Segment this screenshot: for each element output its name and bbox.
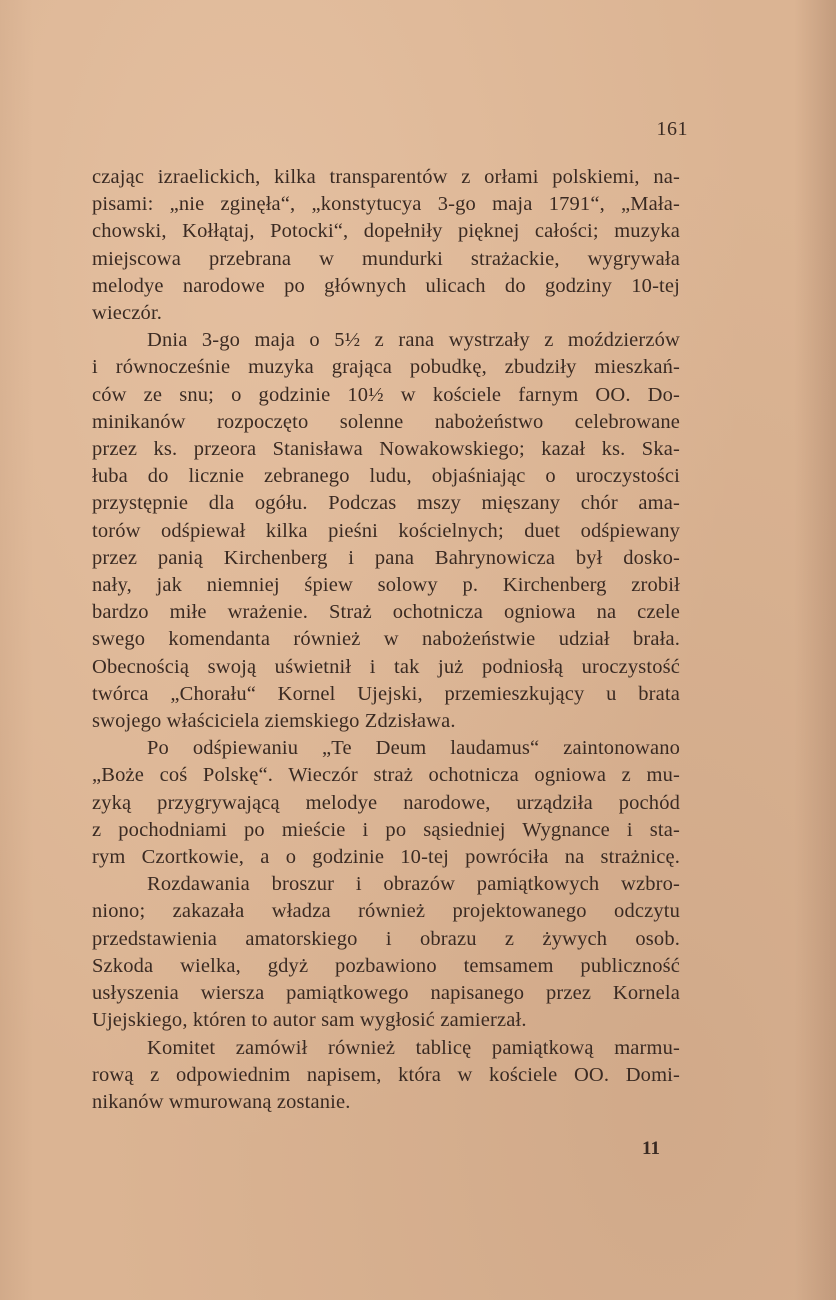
- text-line: minikanów rozpoczęto solenne nabożeństwo celebrowane: [92, 410, 680, 433]
- text-line: przez panią Kirchenberg i pana Bahrynowicza był dosko-: [92, 546, 680, 569]
- text-line: nały, jak niemniej śpiew solowy p. Kirchenberg zrobił: [92, 574, 680, 597]
- paragraph: [92, 327, 680, 735]
- text-line: Dnia 3-go maja o 5½ z rana wystrzały z moździerzów: [147, 329, 680, 352]
- text-line: przedstawienia amatorskiego i obrazu z żywych osob.: [92, 927, 680, 950]
- text-line: Rozdawania broszur i obrazów pamiątkowych wzbro-: [147, 873, 680, 896]
- body-text: [92, 164, 680, 1116]
- text-line: Ujejskiego, któren to autor sam wygłosić zamierzał.: [92, 1009, 527, 1032]
- signature-mark: 11: [642, 1138, 660, 1159]
- text-line: wieczór.: [92, 302, 163, 325]
- text-line: rową z odpowiednim napisem, która w kościele OO. Domi-: [92, 1063, 680, 1086]
- text-line: rym Czortkowie, a o godzinie 10-tej powróciła na strażnicę.: [92, 846, 680, 869]
- page-number: 161: [656, 118, 688, 140]
- text-line: bardzo miłe wrażenie. Straż ochotnicza ogniowa na czele: [92, 601, 680, 624]
- text-line: usłyszenia wiersza pamiątkowego napisanego przez Kornela: [92, 982, 680, 1005]
- text-line: nikanów wmurowaną zostanie.: [92, 1090, 351, 1113]
- text-line: Obecnością swoją uświetnił i tak już podniosłą uroczystość: [92, 655, 680, 678]
- paragraph: [92, 735, 680, 871]
- text-line: łuba do licznie zebranego ludu, objaśniając o uroczystości: [92, 465, 680, 488]
- text-line: czając izraelickich, kilka transparentów z orłami polskiemi, na-: [92, 166, 680, 188]
- text-line: chowski, Kołłątaj, Potocki“, dopełniły pięknej całości; muzyka: [92, 220, 680, 243]
- text-line: melodye narodowe po głównych ulicach do godziny 10-tej: [92, 274, 680, 297]
- text-line: niono; zakazała władza również projektowanego odczytu: [92, 900, 680, 923]
- text-line: torów odśpiewał kilka pieśni kościelnych; duet odśpiewany: [92, 519, 680, 542]
- text-line: swojego właściciela ziemskiego Zdzisława.: [92, 710, 456, 733]
- text-line: przystępnie dla ogółu. Podczas mszy mięszany chór ama-: [92, 492, 680, 515]
- text-line: twórca „Chorału“ Kornel Ujejski, przemieszkujący u brata: [92, 682, 680, 705]
- paragraph: [92, 871, 680, 1034]
- text-line: pisami: „nie zginęła“, „konstytucya 3-go maja 1791“, „Mała-: [92, 193, 680, 216]
- text-line: przez ks. przeora Stanisława Nowakowskiego; kazał ks. Ska-: [92, 438, 680, 461]
- text-line: „Boże coś Polskę“. Wieczór straż ochotnicza ogniowa z mu-: [92, 764, 680, 787]
- text-line: z pochodniami po mieście i po sąsiedniej Wygnance i sta-: [92, 818, 680, 841]
- paragraph: [92, 164, 680, 327]
- text-line: zyką przygrywającą melodye narodowe, urządziła pochód: [92, 791, 680, 814]
- text-line: Komitet zamówił również tablicę pamiątkową marmu-: [147, 1036, 680, 1059]
- text-line: miejscowa przebrana w mundurki strażackie, wygrywała: [92, 247, 680, 270]
- paragraph: [92, 1035, 680, 1117]
- text-line: ców ze snu; o godzinie 10½ w kościele farnym OO. Do-: [92, 383, 680, 406]
- text-line: Po odśpiewaniu „Te Deum laudamus“ zaintonowano: [147, 737, 680, 760]
- text-line: Szkoda wielka, gdyż pozbawiono temsamem publiczność: [92, 954, 680, 977]
- text-line: i równocześnie muzyka grająca pobudkę, zbudziły mieszkań-: [92, 356, 680, 379]
- text-line: swego komendanta również w nabożeństwie udział brała.: [92, 628, 680, 651]
